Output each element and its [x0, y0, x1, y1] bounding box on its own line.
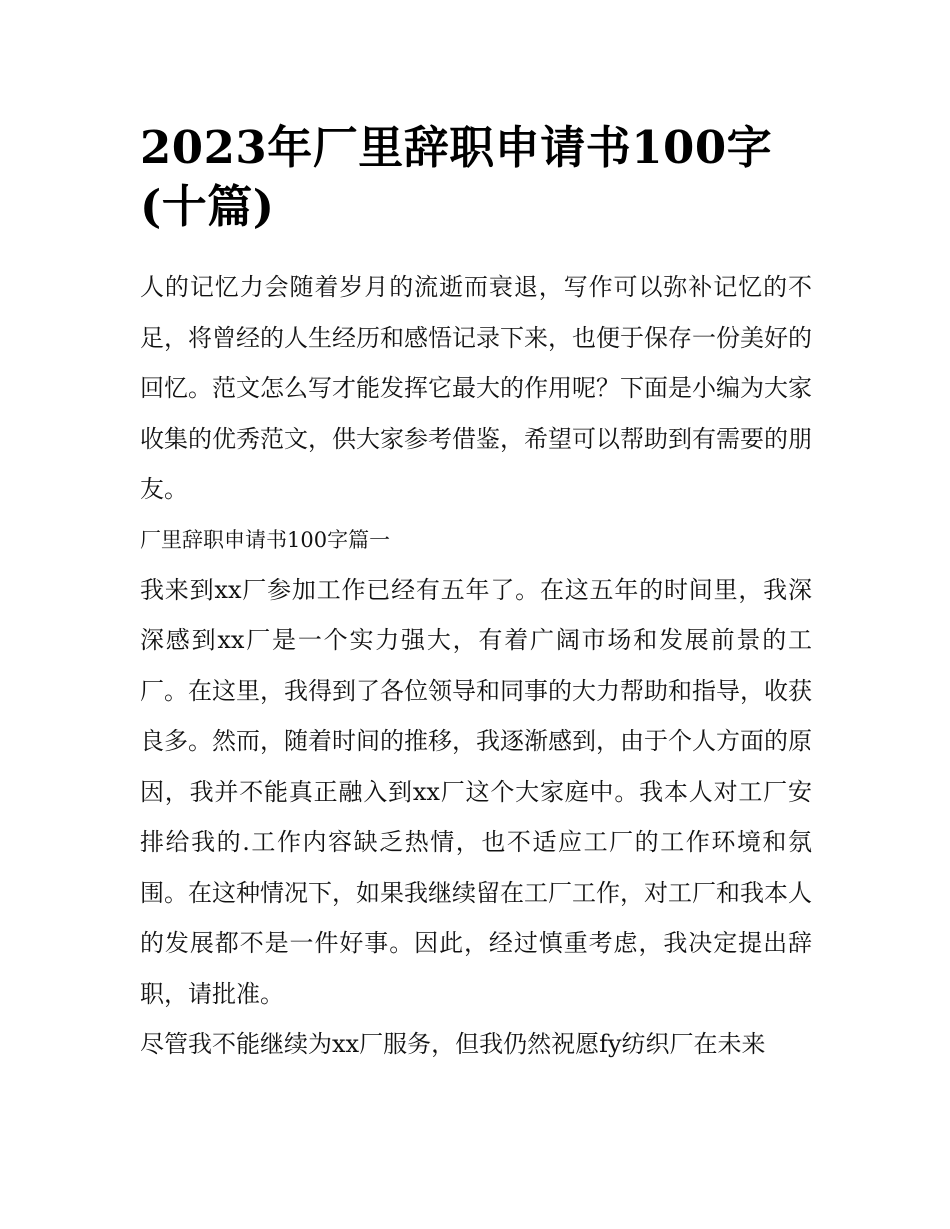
section-heading: 厂里辞职申请书100字篇一 — [140, 527, 391, 552]
document-page — [140, 118, 812, 1070]
document-body — [140, 262, 812, 1070]
body-paragraph: 我来到xx厂参加工作已经有五年了。在这五年的时间里，我深深感到xx厂是一个实力强大，有着广阔市场和发展前景的工厂。在这里，我得到了各位领导和同事的大力帮助和指导，收获良多。然而，随着时间的推移，我逐渐感到，由于个人方面的原因，我并不能真正融入到xx厂这个大家庭中。我本人对工厂安排给我的.工作内容缺乏热情，也不适应工厂的工作环境和氛围。在这种情况下，如果我继续留在工厂工作，对工厂和我本人的发展都不是一件好事。因此，经过慎重考虑，我决定提出辞职，请批准。 — [140, 575, 812, 1008]
document-title: 2023年厂里辞职申请书100字(十篇) — [140, 121, 773, 233]
intro-paragraph: 人的记忆力会随着岁月的流逝而衰退，写作可以弥补记忆的不足，将曾经的人生经历和感悟记录下来，也便于保存一份美好的回忆。范文怎么写才能发挥它最大的作用呢？下面是小编为大家收集的优秀范文，供大家参考借鉴，希望可以帮助到有需要的朋友。 — [140, 273, 812, 503]
body-paragraph: 尽管我不能继续为xx厂服务，但我仍然祝愿fy纺织厂在未来 — [140, 1030, 766, 1058]
